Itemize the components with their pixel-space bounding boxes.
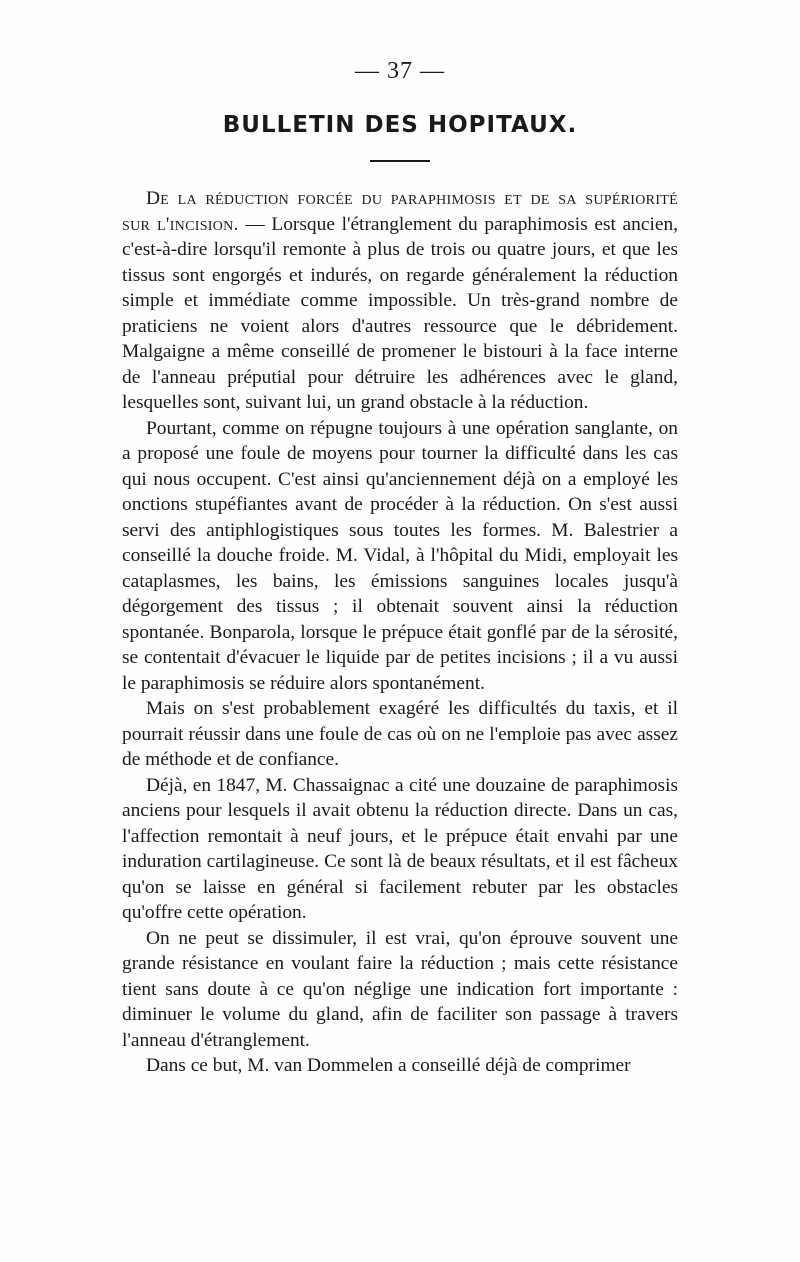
paragraph: On ne peut se dissimuler, il est vrai, qu'on éprouve souvent une grande résistance en voulant faire la réduction ; mais cette résistance tient sans doute à ce qu'on néglige une indication fort importante : diminuer le volume du gland, afin de faciliter son passage à travers l'anneau d'étranglement. [122,927,678,1051]
header-rule [370,160,430,162]
article-lead-text: — Lorsque l'étranglement du paraphimosis est ancien, c'est-à-dire lorsqu'il remonte à plus de trois ou quatre jours, et que les tissus sont engorgés et indurés, on regarde généralement la réduction simple et immédiate comme impossible. Un très-grand nombre de praticiens ne voient alors d'autres ressource que le débridement. Malgaigne a même conseillé de promener le bistouri à la face interne de l'anneau préputial pour détruire les adhérences avec le gland, lesquelles sont, suivant lui, un grand obstacle à la réduction. [122,213,678,413]
running-head: BULLETIN DES HOPITAUX. [222,112,578,138]
paragraph: Dans ce but, M. van Dommelen a conseillé déjà de comprimer [146,1055,631,1076]
page-number: — 37 — [355,58,445,84]
article-body [122,186,678,1079]
paragraph: Déjà, en 1847, M. Chassaignac a cité une douzaine de paraphimosis anciens pour lesquels il avait obtenu la réduction directe. Dans un cas, l'affection remontait à neuf jours, et le prépuce était envahi par une induration cartilagineuse. Ce sont là de beaux résultats, et il est fâcheux qu'on se laisse en général si facilement rebuter par les obstacles qu'offre cette opération. [122,774,678,923]
paragraph: Mais on s'est probablement exagéré les difficultés du taxis, et il pourrait réussir dans une foule de cas où on ne l'emploie pas avec assez de méthode et de confiance. [122,698,678,770]
paragraph: Pourtant, comme on répugne toujours à une opération sanglante, on a proposé une foule de moyens pour tourner la difficulté dans les cas qui nous occupent. C'est ainsi qu'anciennement déjà on a employé les onctions stupéfiantes avant de procéder à la réduction. On s'est aussi servi des antiphlogistiques sous toutes les formes. M. Balestrier a conseillé la douche froide. M. Vidal, à l'hôpital du Midi, employait les cataplasmes, les bains, les émissions sanguines locales jusqu'à dégorgement des tissus ; il obtenait souvent ainsi la réduction spontanée. Bonparola, lorsque le prépuce était gonflé par de la sérosité, se contentait d'évacuer le liquide par de petites incisions ; il a vu aussi le paraphimosis se réduire alors spontanément. [122,417,678,694]
article-lead-paragraph [122,186,678,416]
article-title: De la réduction forcée du paraphimosis et de sa supériorité sur l'incision. [122,188,678,235]
